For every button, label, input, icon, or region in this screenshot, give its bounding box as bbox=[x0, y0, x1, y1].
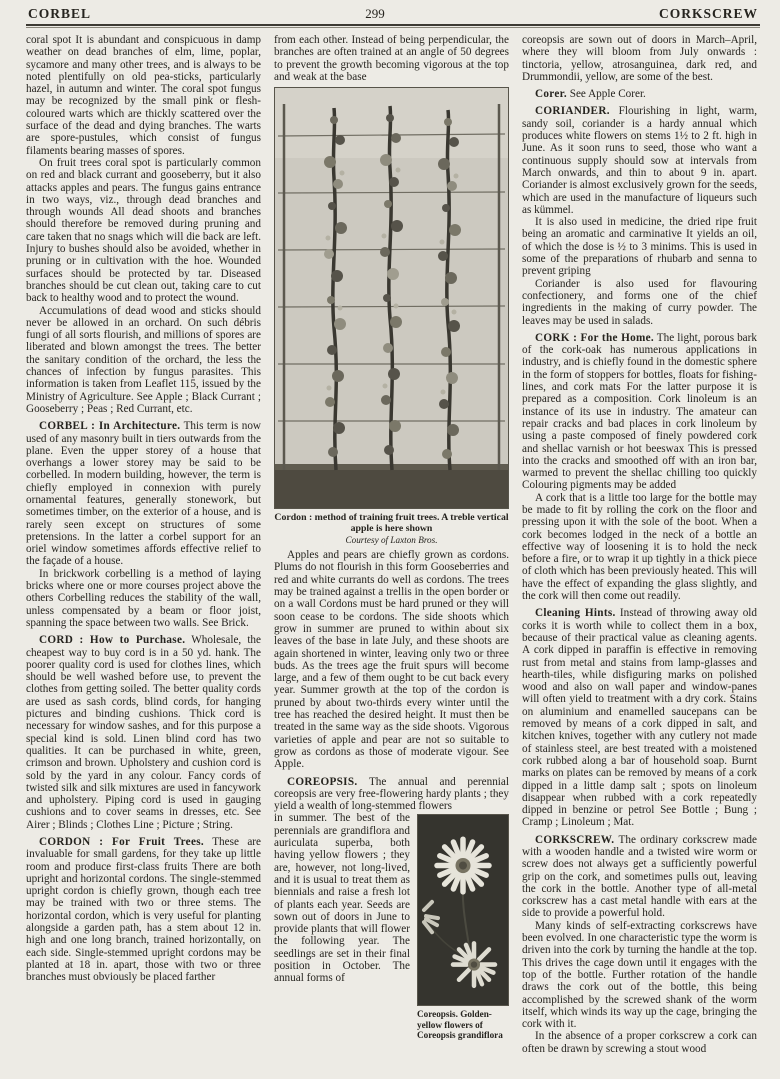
paragraph-coriander-2: It is also used in medicine, the dried ripe fruit being an aromatic and carminative It yields an oil, of which the dose is ½ to 3 minims. This is used in some of the preparations of rhubarb and senna to prevent griping bbox=[522, 216, 757, 278]
entry-cleaning-hints-heading: Cleaning Hints. bbox=[535, 607, 616, 620]
entry-coreopsis bbox=[274, 776, 509, 813]
paragraph-coreopsis-continued: coreopsis are sown out of doors in March–April, where they will bloom from July onwards : tinctoria, yellow, atrosanguinea, dark red, and Drummondii, yellow, are some of the best. bbox=[522, 34, 757, 83]
entry-cork bbox=[522, 332, 757, 492]
entry-cordon-text: These are invaluable for small gardens, for they take up little room and produce first-class fruits There are both upright and horizontal cordons. The single-stemmed upright cordon is chiefly grown, though each tree may be trained with two or three stems. The horizontal cordon, which is very useful for planting alongside a garden path, has a stem about 12 in. high and one long branch, trained horizontally, on each side. Single-stemmed upright cordons may be planted at 18 in. apart, those with two or three branches must obviously be placed farther bbox=[26, 836, 261, 984]
paragraph-corkscrew-2: Many kinds of self-extracting corkscrews have been evolved. In one characteristic type the worm is driven into the cork by turning the handle at the top. This drives the cage down until it engages with the top of the bottle. Further rotation of the handle draws the cork out of the bottle, this being accomplished by the screwed shank of the worm itself, which winds its way up the cage, bringing the cork with it. bbox=[522, 919, 757, 1031]
paragraph-cork-2: A cork that is a little too large for the bottle may be made to fit by rolling the cork on the floor and pressing upon it with the sole of the boot. When a cork becomes lodged in the neck of a bottle an effective way of loosening it is to hold the neck before a fire, or to wrap it up tightly in a thick piece of cloth which has been previously heated. This will have the effect of expanding the glass slightly, and the cork will then come out readily. bbox=[522, 491, 757, 603]
column-1 bbox=[26, 34, 261, 1074]
entry-cordon bbox=[26, 836, 261, 984]
header-rule bbox=[26, 24, 760, 28]
entry-coriander bbox=[522, 105, 757, 216]
paragraph-coral-spot-3: Accumulations of dead wood and sticks should never be allowed in an orchard. On such débris fungi of all sorts flourish, and millions of spores are liberated and blown amongst the trees. The better the sanitary condition of the orchard, the less the chances of infection by fungus parasites. This information is taken from Leaflet 115, issued by the Ministry of Agriculture. See Apple ; Black Currant ; Gooseberry ; Peas ; Red Currant, etc. bbox=[26, 304, 261, 415]
entry-corer bbox=[522, 88, 757, 100]
text-columns bbox=[26, 34, 760, 1074]
cordon-caption-text: Cordon : method of training fruit trees. A treble vertical apple is here shown bbox=[274, 512, 509, 535]
cordon-photo-figure bbox=[274, 87, 509, 545]
cordon-photo-caption bbox=[274, 512, 509, 545]
coreopsis-flowers-illustration bbox=[418, 815, 508, 1005]
entry-cleaning-hints-text: Instead of throwing away old corks it is worth while to collect them in a box, because of their practical value as cleaning agents. A cork dipped in paraffin is effective in removing rust from metal and stains from lamp-glasses and hearth-tiles, while disfiguring marks on polished wood and also on wall paper and window-panes will often yield to treatment with a dry cork. Stains on aluminium and enamelled saucepans can be removed by means of a cork dipped in salt, and kitchen knives, together with any cutlery not made of stainless steel, are best treated with a moistened cork rubbed along a bar of household soap. Burnt marks on plates can be removed by means of a cork dipped in a little damp salt ; spots on linoleum disappear when rubbed with a cork repeatedly dipped in benzine or petrol See Bottle ; Bung ; Cramp ; Linoleum ; Mat. bbox=[522, 607, 757, 829]
coreopsis-photo-figure bbox=[417, 814, 509, 1040]
entry-cord bbox=[26, 634, 261, 831]
entry-cork-text: The light, porous bark of the cork-oak has numerous applications in industry, and is chiefly found in the domestic sphere in the form of stoppers for bottles, floats for fishing-lines, and cork mats For the latter purpose it is prepared as a composition. Cork linoleum is an instance of its use in industry. The amateur can repair cracks and bad places in cork linoleum by using a paste composed of finely powdered cork and shellac varnish or hot beeswax This is pressed into the cracks and smoothed off with an iron bar, warmed to prevent the shellac chilling too quickly Colouring pigments may be added bbox=[522, 331, 757, 492]
paragraph-corkscrew-3: In the absence of a proper corkscrew a cork can often be drawn by screwing a stout wood bbox=[522, 1030, 757, 1055]
paragraph-coreopsis-wrapped: in summer. The best of the perennials are grandiflora and auriculata superba, both having yellow flowers ; they are, however, not long-lived, and it is usual to treat them as biennials and raise a fresh lot of plants each year. Seeds are sown out of doors in June to provide plants that will flower the following year. The seedlings are set in their final position in October. The annual forms of bbox=[274, 812, 410, 985]
running-header bbox=[26, 5, 760, 24]
entry-corkscrew-text: The ordinary corkscrew made with a wooden handle and a twisted wire worm or screw does not always get a sufficiently powerful grip on the cork, and sometimes pulls out, leaving the cork in the bottle. Another type of all-metal corkscrew has a cast metal handle with ears at the side to provide a powerful hold. bbox=[522, 833, 757, 920]
coreopsis-wrap-block bbox=[274, 812, 509, 1041]
entry-coriander-heading: CORIANDER. bbox=[535, 105, 610, 118]
entry-corer-text: See Apple Corer. bbox=[569, 88, 646, 101]
entry-corkscrew bbox=[522, 834, 757, 920]
entry-coreopsis-heading: COREOPSIS. bbox=[287, 775, 358, 788]
cordon-caption-credit: Courtesy of Laxton Bros. bbox=[345, 535, 438, 546]
entry-corbel-text: This term is now used of any masonry built in tiers outwards from the plane. Even the upper storey of a house that overhangs a lower storey may be said to be corbelled. In modern building, however, the term is chiefly employed in connexion with purely ornamental features, generally stonework, but sometimes timber, on the exterior of a house, and is rarely seen except on structures of some pretensions. In the latter a corbel support for an oriel window sometimes affords effective relief to the façade of a house. bbox=[26, 420, 261, 568]
header-left-word: CORBEL bbox=[28, 6, 92, 21]
entry-coreopsis-intro: The annual and perennial coreopsis are very free-flowering hardy plants ; they yield a wealth of long-stemmed flowers bbox=[274, 775, 509, 813]
paragraph-coral-spot-2: On fruit trees coral spot is particularly common on red and black currant and gooseberry, but it also attacks apples and pears. The fungus gains entrance in two ways, viz., through dead branches and through wounds All dead shoots and branches should therefore be removed during pruning and care taken that no snags which will die back are left. Injury to bushes should also be avoided, whether in pruning or in cultivation with the hoe. Wounded surfaces should be protected by tar. Diseased branches should be cut clean out, taking care to cut back to healthy wood and to protect the wound. bbox=[26, 156, 261, 305]
column-2 bbox=[274, 34, 509, 1074]
header-right-word: CORKSCREW bbox=[658, 6, 758, 21]
entry-corer-heading: Corer. bbox=[535, 88, 567, 101]
cordon-trees-photo bbox=[274, 87, 509, 509]
column-3 bbox=[522, 34, 757, 1074]
cordon-trees-illustration bbox=[275, 88, 508, 508]
paragraph-coral-spot-1: coral spot It is abundant and conspicuous in damp weather on dead branches of elm, lime, poplar, sycamore and many other trees, and is always to be noted plentifully on old pea-sticks, particularly hazel, in autumn and winter. The coral spot fungus may be recognized by the small pink or flesh-coloured warts which are thickly scattered over the surface of the dead and dying branches. The warts are spore-pustules, which consist of fungus filaments bearing masses of spores. bbox=[26, 34, 261, 157]
paragraph-coriander-3: Coriander is also used for flavouring confectionery, and forms one of the chief ingredients in the making of curry powder. The leaves may be used in salads. bbox=[522, 277, 757, 327]
entry-corkscrew-heading: CORKSCREW. bbox=[535, 833, 615, 846]
entry-cord-text: Wholesale, the cheapest way to buy cord is in a 50 yd. hank. The poorer quality cord is used for clothes lines, which should be well washed before use, to prevent the clothes from getting soiled. The better quality cords are used as sash cords, blind cords, for hanging pictures and binding cushions. Thick cord is necessary for window sashes, and for this purpose a special kind is sold. Linen blind cord has two qualities. It can be purchased in white, green, crimson and brown. Upholstery and cushion cord is sold by the yard in any colour. Fancy cords of twisted silk and silk mixtures are used in fancywork and upholstery. Piping cord is used in gauging cushions and to cover seams in dresses, etc. See Airer ; Blinds ; Clothes Line ; Picture ; String. bbox=[26, 634, 261, 831]
entry-cord-heading: CORD : How to Purchase. bbox=[39, 634, 186, 647]
coreopsis-photo bbox=[417, 814, 509, 1006]
entry-cleaning-hints bbox=[522, 607, 757, 828]
entry-cordon-heading: CORDON : For Fruit Trees. bbox=[39, 836, 204, 848]
paragraph-cordon-continued: from each other. Instead of being perpendicular, the branches are often trained at an angle of 50 degrees to prevent the growth becoming vigorous at the top and weak at the base bbox=[274, 34, 509, 83]
entry-cork-heading: CORK : For the Home. bbox=[535, 331, 654, 344]
entry-corbel bbox=[26, 420, 261, 568]
paragraph-corbel-2: In brickwork corbelling is a method of laying bricks where one or more courses project above the others Corbelling reduces the stability of the wall, unless compensated by a beam or floor joist, spanning the space between two walls. See Brick. bbox=[26, 567, 261, 629]
entry-corbel-heading: CORBEL : In Architecture. bbox=[39, 420, 181, 433]
coreopsis-photo-caption: Coreopsis. Golden-yellow flowers of Coreopsis grandiflora bbox=[417, 1009, 503, 1041]
page-number: 299 bbox=[365, 6, 385, 21]
paragraph-apples-pears: Apples and pears are chiefly grown as cordons. Plums do not flourish in this form Gooseberries and red and white currants do well as cordons. The trees may be trained against a trellis in the open border or on a wall Cordons must be hard pruned or they will soon cease to be cordons. The side shoots which grow in summer are pruned to within about six leaves of the base in late July, and these shoots are again shortened in winter, leaving only two or three buds. As the trees age the fruit spurs will become large, and a few of them ought to be cut back every year. Summer growth at the top of the cordon is pruned by about two-thirds every winter until the tree has reached the desired height. It must then be treated in the same way as the side shoots. Vigorous varieties of apple and pear are not so suitable to grow as cordons as those of moderate vigour. See Apple. bbox=[274, 549, 509, 771]
entry-coriander-text: Flourishing in light, warm, sandy soil, coriander is a hardy annual which produces white flowers on stems 1½ to 2 ft. high in June. As it soon runs to seed, those who want a continuous supply should sow at intervals from March onwards, and thin to about 9 in. apart. Coriander is almost exclusively grown for the seeds, which are used in the manufacture of liqueurs such as kümmel. bbox=[522, 105, 757, 216]
